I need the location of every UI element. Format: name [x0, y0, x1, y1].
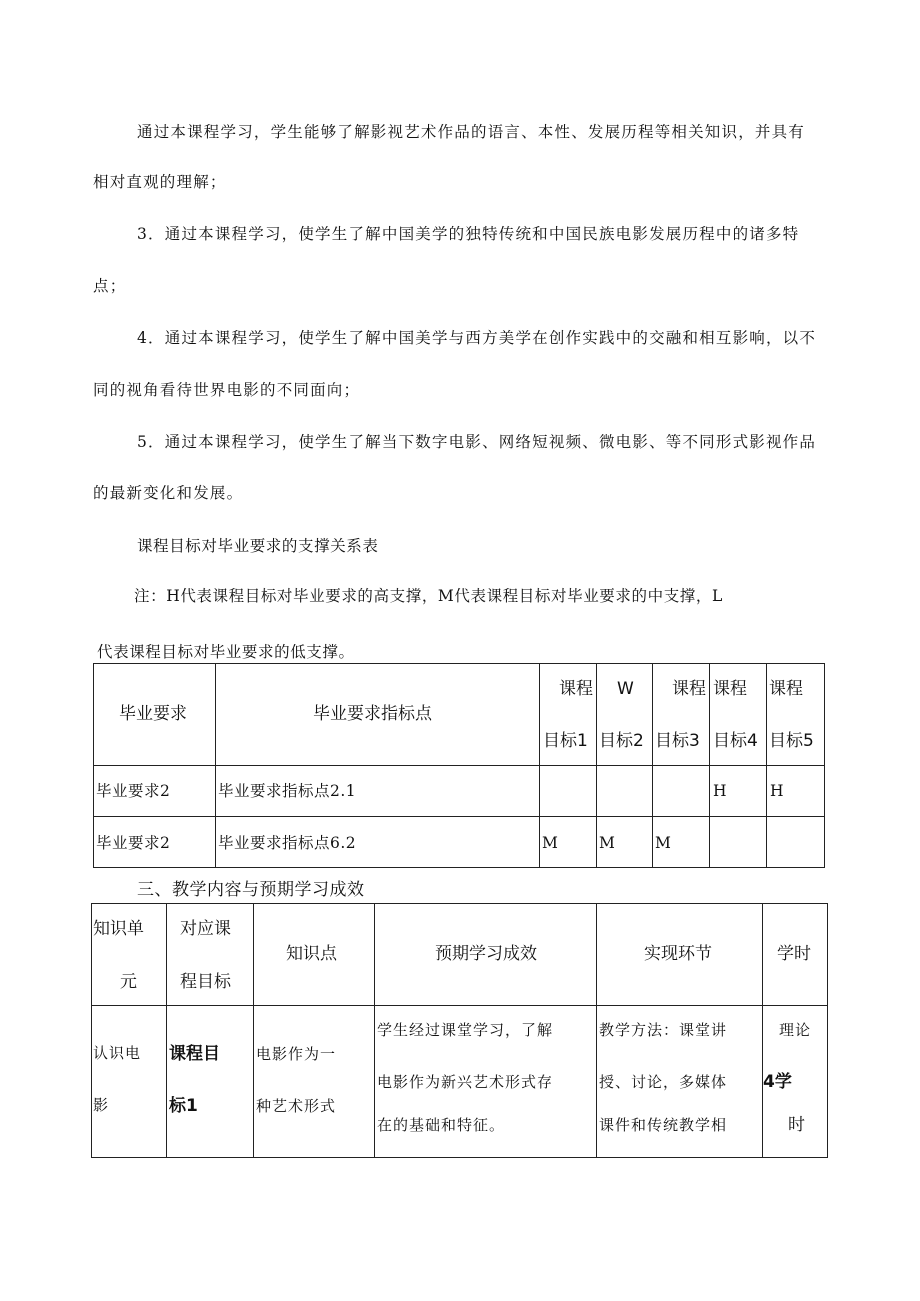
paragraph-5-line-1: 5．通过本课程学习，使学生了解当下数字电影、网络短视频、微电影、等不同形式影视作品 [137, 433, 817, 451]
paragraph-3-line-2: 点； [93, 277, 127, 295]
row-1-requirement: 毕业要求2 [96, 782, 171, 800]
row-unit-line-2: 影 [93, 1096, 110, 1114]
header-goal-2-bottom: 目标2 [599, 731, 644, 751]
row-hours-line-1: 理论 [779, 1021, 812, 1039]
row-outcome-line-3: 在的基础和特征。 [377, 1116, 506, 1134]
header-goal-1-top: 课程 [559, 679, 593, 699]
table-caption: 课程目标对毕业要求的支撑关系表 [137, 537, 379, 555]
paragraph-2-line-2: 相对直观的理解； [93, 173, 227, 191]
header-goal-2-top: W [617, 679, 634, 699]
header-goal-1-bottom: 目标1 [543, 731, 588, 751]
row-method-line-1: 教学方法：课堂讲 [599, 1021, 728, 1039]
header-goal-5-top: 课程 [769, 679, 803, 699]
header-unit-line-1: 知识单 [93, 919, 144, 939]
row-outcome-line-1: 学生经过课堂学习，了解 [377, 1021, 554, 1039]
row-1-goal-4: H [713, 782, 728, 800]
row-point-line-1: 电影作为一 [256, 1045, 337, 1063]
row-point-line-2: 种艺术形式 [256, 1097, 337, 1115]
header-knowledge-point: 知识点 [286, 944, 337, 964]
support-table [93, 663, 825, 868]
row-outcome-line-2: 电影作为新兴艺术形式存 [377, 1073, 554, 1091]
row-1-goal-5: H [770, 782, 785, 800]
row-goal-line-1: 课程目 [169, 1044, 220, 1064]
header-goal-line-2: 程目标 [180, 972, 231, 992]
paragraph-4-line-2: 同的视角看待世界电影的不同面向； [93, 381, 361, 399]
header-unit-line-2: 元 [120, 972, 137, 992]
section-3-title: 三、教学内容与预期学习成效 [137, 880, 365, 900]
row-2-indicator: 毕业要求指标点6.2 [218, 834, 357, 852]
content-table [91, 903, 828, 1158]
header-goal-3-bottom: 目标3 [655, 731, 700, 751]
header-goal-4-bottom: 目标4 [713, 731, 758, 751]
row-2-goal-1: M [542, 834, 559, 852]
header-goal-3-top: 课程 [672, 679, 706, 699]
row-goal-line-2: 标1 [169, 1096, 198, 1116]
paragraph-3-line-1: 3．通过本课程学习，使学生了解中国美学的独特传统和中国民族电影发展历程中的诸多特 [137, 225, 800, 243]
row-hours-line-2: 4学 [763, 1072, 792, 1092]
note-line-1: 注：H代表课程目标对毕业要求的高支撑，M代表课程目标对毕业要求的中支撑，L [134, 587, 723, 605]
note-line-2: 代表课程目标对毕业要求的低支撑。 [97, 643, 355, 661]
row-2-goal-2: M [599, 834, 616, 852]
row-hours-line-3: 时 [788, 1115, 805, 1135]
paragraph-4-line-1: 4．通过本课程学习，使学生了解中国美学与西方美学在创作实践中的交融和相互影响，以不 [137, 329, 817, 347]
row-method-line-2: 授、讨论，多媒体 [599, 1073, 728, 1091]
row-1-indicator: 毕业要求指标点2.1 [218, 782, 357, 800]
header-implementation: 实现环节 [644, 944, 712, 964]
paragraph-5-line-2: 的最新变化和发展。 [93, 484, 244, 502]
header-graduation-requirement: 毕业要求 [119, 704, 187, 724]
header-goal-line-1: 对应课 [180, 919, 231, 939]
header-goal-5-bottom: 目标5 [769, 731, 814, 751]
row-2-requirement: 毕业要求2 [96, 834, 171, 852]
header-hours: 学时 [777, 944, 811, 964]
header-expected-outcome: 预期学习成效 [435, 944, 537, 964]
paragraph-2-line-1: 通过本课程学习，学生能够了解影视艺术作品的语言、本性、发展历程等相关知识，并具有 [137, 123, 806, 141]
row-unit-line-1: 认识电 [93, 1044, 142, 1062]
row-2-goal-3: M [655, 834, 672, 852]
header-indicator-point: 毕业要求指标点 [313, 704, 432, 724]
row-method-line-3: 课件和传统教学相 [599, 1116, 728, 1134]
header-goal-4-top: 课程 [713, 679, 747, 699]
